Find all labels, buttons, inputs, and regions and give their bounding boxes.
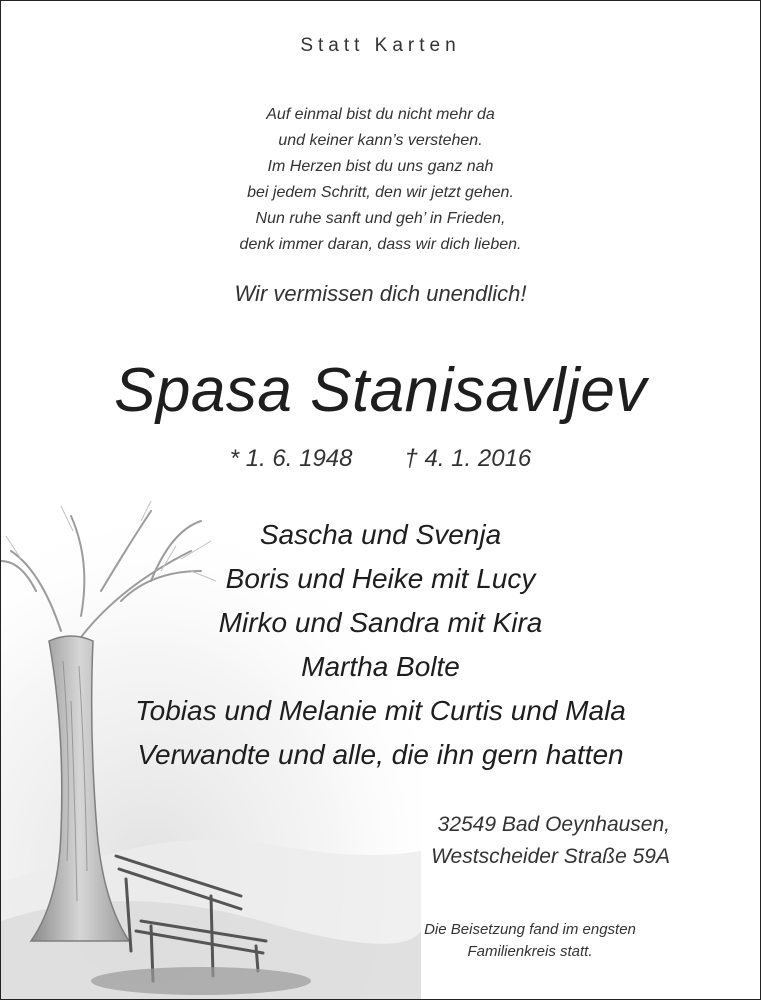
death-date: † 4. 1. 2016	[404, 445, 532, 472]
poem-line: bei jedem Schritt, den wir jetzt gehen.	[247, 184, 514, 201]
life-dates	[1, 445, 760, 473]
deceased-name: Spasa Stanisavljev	[114, 356, 647, 425]
burial-note-line: Die Beisetzung fand im engsten	[424, 921, 636, 938]
burial-note	[375, 919, 685, 963]
burial-note-line: Familienkreis statt.	[467, 943, 593, 960]
poem-line: denk immer daran, dass wir dich lieben.	[239, 236, 522, 253]
statt-karten-heading: Statt Karten	[300, 35, 461, 56]
mourner-line: Boris und Heike mit Lucy	[225, 563, 536, 594]
poem-line: Im Herzen bist du uns ganz nah	[267, 158, 494, 175]
poem-line: und keiner kann’s verstehen.	[278, 132, 483, 149]
poem-line: Nun ruhe sanft und geh’ in Frieden,	[255, 210, 506, 227]
poem	[1, 102, 760, 258]
mourner-line: Verwandte und alle, die ihn gern hatten	[137, 739, 624, 770]
birth-date: * 1. 6. 1948	[229, 445, 353, 472]
poem-line: Auf einmal bist du nicht mehr da	[266, 106, 495, 123]
mourner-line: Tobias und Melanie mit Curtis und Mala	[135, 695, 626, 726]
mourner-line: Mirko und Sandra mit Kira	[218, 607, 543, 638]
address-block	[431, 809, 670, 873]
mourners-list	[1, 513, 760, 777]
miss-line: Wir vermissen dich unendlich!	[234, 281, 527, 306]
mourner-line: Martha Bolte	[301, 651, 460, 682]
address-line-city: 32549 Bad Oeynhausen,	[437, 813, 670, 836]
address-line-street: Westscheider Straße 59A	[431, 845, 670, 868]
mourner-line: Sascha und Svenja	[259, 519, 502, 550]
